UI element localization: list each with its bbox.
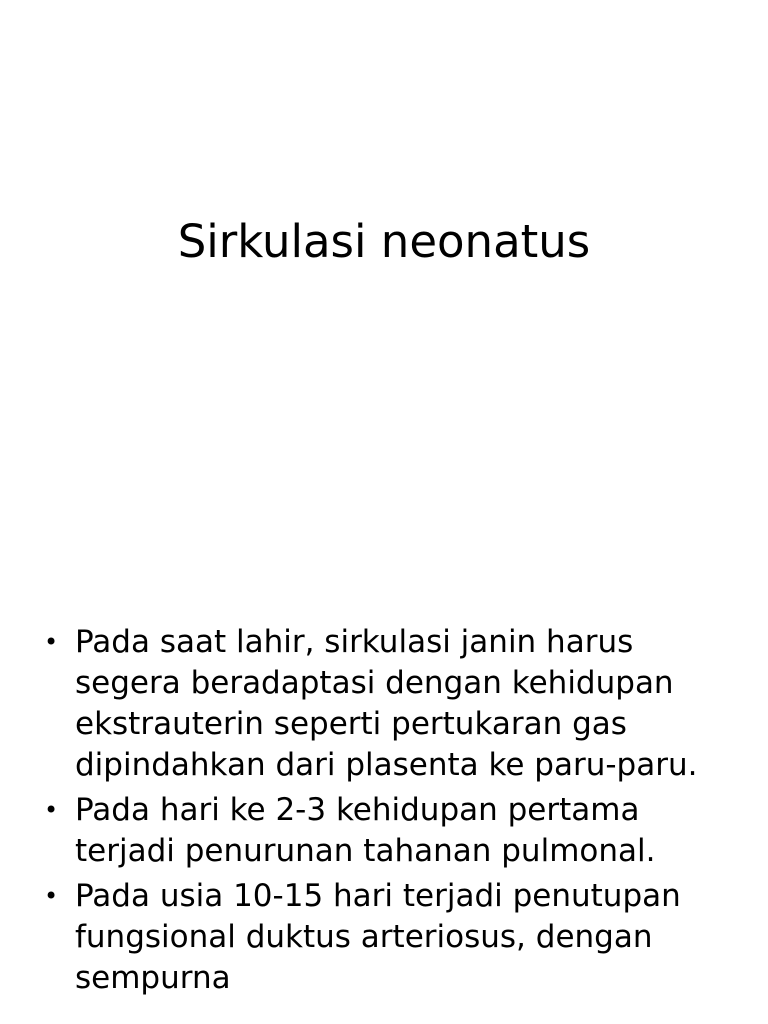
bullet-dot-icon: • <box>44 628 59 656</box>
bullet-text: Pada usia 10-15 hari terjadi penutupan fungsional duktus arteriosus, dengan sempurna <box>75 878 681 996</box>
bullet-item <box>40 622 730 786</box>
bullet-dot-icon: • <box>44 882 59 910</box>
bullet-list <box>40 622 730 1003</box>
slide-title: Sirkulasi neonatus <box>177 215 591 268</box>
bullet-text: Pada saat lahir, sirkulasi janin harus segera beradaptasi dengan kehidupan ekstrauterin seperti pertukaran gas dipindahkan dari plasenta ke paru-paru. <box>75 624 698 783</box>
bullet-text: Pada hari ke 2-3 kehidupan pertama terjadi penurunan tahanan pulmonal. <box>75 792 656 869</box>
bullet-item <box>40 790 730 872</box>
bullet-item <box>40 876 730 999</box>
bullet-dot-icon: • <box>44 796 59 824</box>
